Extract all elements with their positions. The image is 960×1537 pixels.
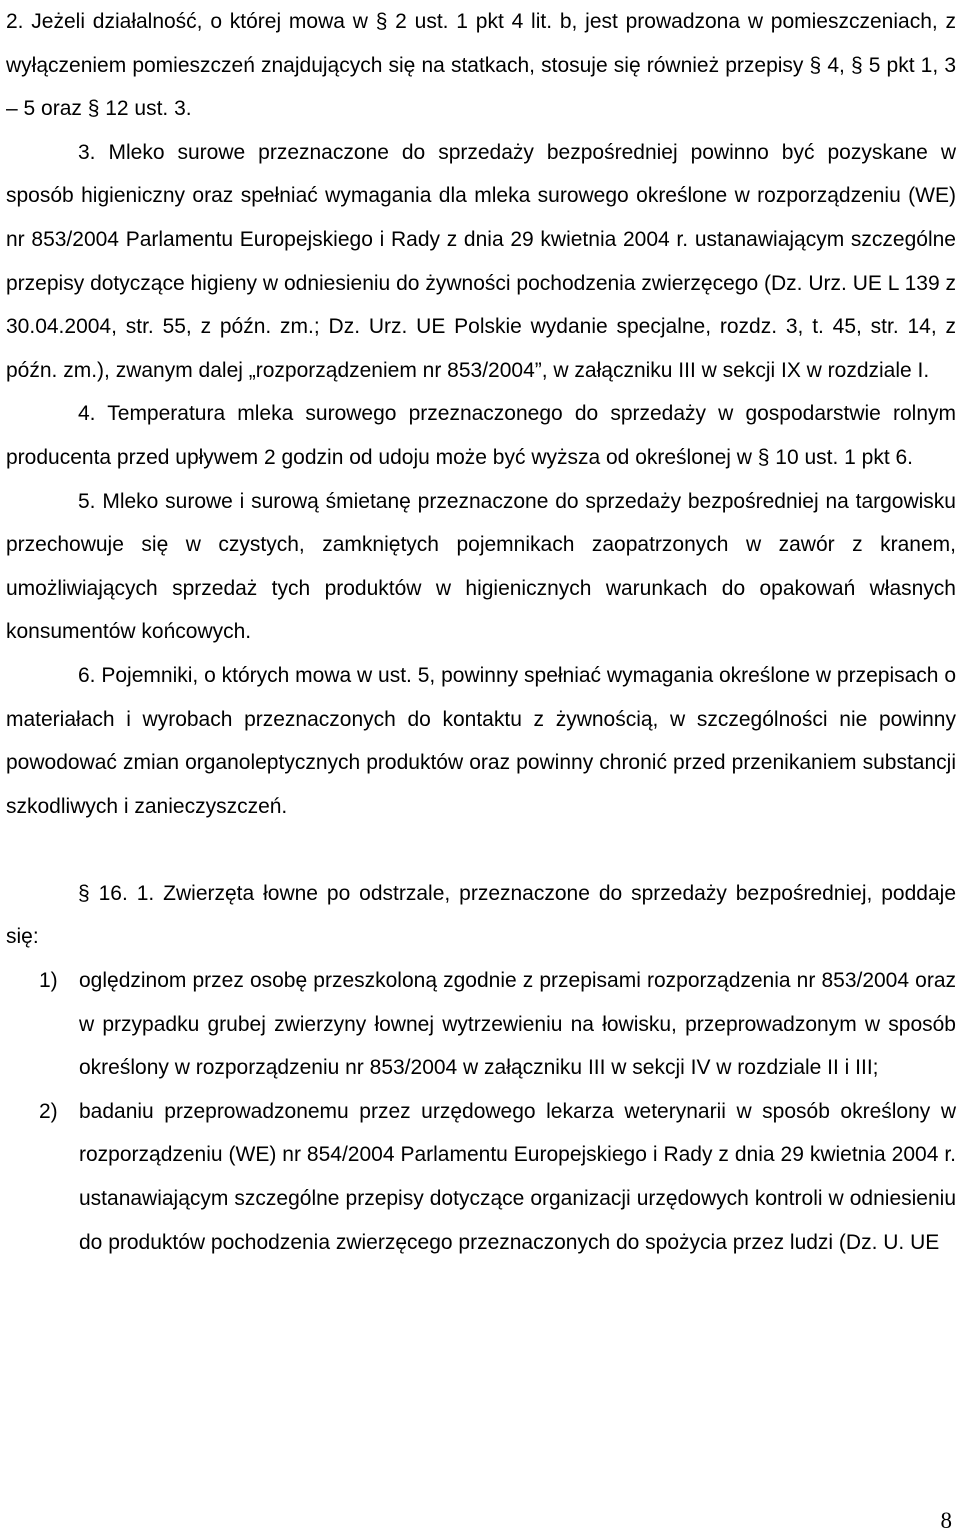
section-16-points — [6, 959, 956, 1264]
paragraph-6: 6. Pojemniki, o których mowa w ust. 5, powinny spełniać wymagania określone w przepisach o materiałach i wyrobach przeznaczonych do kontaktu z żywnością, w szczególności nie powinny powodować zmian organoleptycznych produktów oraz powinny chronić przed przenikaniem substancji szkodliwych i zanieczyszczeń. — [6, 663, 956, 818]
paragraph-2: 2. Jeżeli działalność, o której mowa w § 2 ust. 1 pkt 4 lit. b, jest prowadzona w pomieszczeniach, z wyłączeniem pomieszczeń znajdujących się na statkach, stosuje się również przepisy § 4, § 5 pkt 1, 3 – 5 oraz § 12 ust. 3. — [6, 10, 956, 121]
document-page — [6, 0, 956, 1264]
point-text: badaniu przeprowadzonemu przez urzędowego lekarza weterynarii w sposób określony w rozporządzeniu (WE) nr 854/2004 Parlamentu Europejskiego i Rady z dnia 29 kwietnia 2004 r. ustanawiającym szczególne przepisy dotyczące organizacji urzędowych kontroli w odniesieniu do produktów pochodzenia zwierzęcego przeznaczonych do spożycia przez ludzi (Dz. U. UE — [79, 1099, 956, 1254]
section-16-intro: § 16. 1. Zwierzęta łowne po odstrzale, przeznaczone do sprzedaży bezpośredniej, poddaje się: — [6, 881, 956, 949]
point-number: 1) — [39, 969, 58, 993]
paragraph-5: 5. Mleko surowe i surową śmietanę przeznaczone do sprzedaży bezpośredniej na targowisku przechowuje się w czystych, zamkniętych pojemnikach zaopatrzonych w zawór z kranem, umożliwiających sprzedaż tych produktów w higienicznych warunkach do opakowań własnych konsumentów końcowych. — [6, 489, 956, 644]
paragraph-4: 4. Temperatura mleka surowego przeznaczonego do sprzedaży w gospodarstwie rolnym producenta przed upływem 2 godzin od udoju może być wyższa od określonej w § 10 ust. 1 pkt 6. — [6, 402, 956, 469]
list-item — [6, 1090, 956, 1264]
paragraph-3: 3. Mleko surowe przeznaczone do sprzedaży bezpośredniej powinno być pozyskane w sposób higieniczny oraz spełniać wymagania dla mleka surowego określone w rozporządzeniu (WE) nr 853/2004 Parlamentu Europejskiego i Rady z dnia 29 kwietnia 2004 r. ustanawiającym szczególne przepisy dotyczące higieny w odniesieniu do żywności pochodzenia zwierzęcego (Dz. Urz. UE L 139 z 30.04.2004, str. 55, z późn. zm.; Dz. Urz. UE Polskie wydanie specjalne, rozdz. 3, t. 45, str. 14, z późn. zm.), zwanym dalej „rozporządzeniem nr 853/2004”, w załączniku III w sekcji IX w rozdziale I. — [6, 140, 956, 382]
point-number: 2) — [39, 1099, 58, 1123]
point-text: oględzinom przez osobę przeszkoloną zgodnie z przepisami rozporządzenia nr 853/2004 oraz w przypadku grubej zwierzyny łownej wytrzewieniu na łowisku, przeprowadzonym w sposób określony w rozporządzeniu nr 853/2004 w załączniku III w sekcji IV w rozdziale II i III; — [79, 969, 956, 1080]
page-number: 8 — [940, 1508, 952, 1533]
list-item — [6, 959, 956, 1090]
